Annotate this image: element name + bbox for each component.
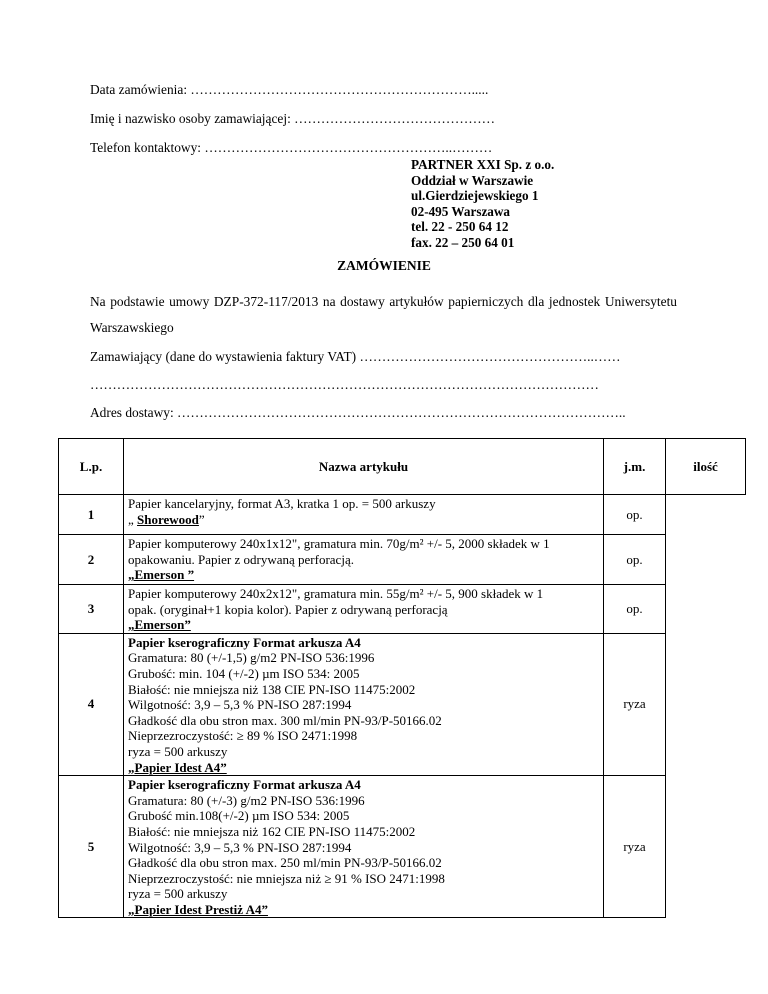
header-qty: ilość	[666, 439, 746, 495]
table-header-row	[59, 439, 746, 495]
unit: ryza	[604, 633, 666, 775]
quantity-cell[interactable]	[666, 633, 746, 775]
item-line: Papier kancelaryjny, format A3, kratka 1 op. = 500 arkuszy	[128, 496, 436, 511]
brand-name: Shorewood	[137, 511, 199, 527]
item-line: opak. (oryginał+1 kopia kolor). Papier z odrywaną perforacją	[128, 601, 448, 617]
item-line: Grubość: min. 104 (+/-2) µm ISO 534: 2005	[128, 665, 360, 681]
company-name: PARTNER XXI Sp. z o.o.	[411, 157, 555, 172]
unit: ryza	[604, 776, 666, 918]
company-branch: Oddział w Warszawie	[411, 172, 534, 188]
item-brand: „Papier Idest Prestiż A4”	[128, 901, 268, 917]
item-line: opakowaniu. Papier z odrywaną perforacją.	[128, 551, 354, 567]
item-line: Papier komputerowy 240x1x12", gramatura min. 70g/m² +/- 5, 2000 składek w 1	[128, 536, 550, 551]
table-row	[59, 633, 746, 775]
item-line: Nieprzezroczystość: ≥ 89 % ISO 2471:1998	[128, 728, 358, 744]
unit: op.	[604, 585, 666, 634]
item-line: Gładkość dla obu stron max. 250 ml/min PN-93/P-50166.02	[128, 855, 442, 871]
company-fax: fax. 22 – 250 64 01	[411, 234, 515, 250]
company-street: ul.Gierdziejewskiego 1	[411, 188, 539, 204]
order-date-field: Data zamówienia: ……………………………………………………….....	[90, 82, 489, 97]
item-brand: „Emerson ”	[128, 567, 195, 583]
header-name: Nazwa artykułu	[124, 439, 604, 495]
item-line: Białość: nie mniejsza niż 138 CIE PN-ISO 11475:2002	[128, 681, 416, 697]
item-line: Gładkość dla obu stron max. 300 ml/min PN-93/P-50166.02	[128, 712, 442, 728]
table-row	[59, 495, 746, 535]
item-line: Papier komputerowy 240x2x12", gramatura min. 55g/m² +/- 5, 900 składek w 1	[128, 586, 544, 601]
row-number: 3	[59, 585, 124, 634]
quantity-cell[interactable]	[666, 585, 746, 634]
delivery-address-field: Adres dostawy: ………………………………………………………………………………………..	[90, 405, 626, 420]
quantity-cell[interactable]	[666, 495, 746, 535]
item-heading: Papier kserograficzny Format arkusza A4	[128, 634, 361, 650]
item-line: Wilgotność: 3,9 – 5,3 % PN-ISO 287:1994	[128, 697, 352, 713]
item-heading: Papier kserograficzny Format arkusza A4	[128, 777, 361, 793]
unit: op.	[604, 495, 666, 535]
row-number: 1	[59, 495, 124, 535]
table-row	[59, 585, 746, 634]
unit: op.	[604, 535, 666, 585]
row-number: 5	[59, 776, 124, 918]
header-jm: j.m.	[604, 439, 666, 495]
header-lp: L.p.	[59, 439, 124, 495]
quantity-cell[interactable]	[666, 776, 746, 918]
row-number: 2	[59, 535, 124, 585]
item-line: Gramatura: 80 (+/-1,5) g/m2 PN-ISO 536:1996	[128, 650, 375, 666]
brand-quote-close: ”	[198, 511, 205, 527]
quantity-cell[interactable]	[666, 535, 746, 585]
item-line: Nieprzezroczystość: nie mniejsza niż ≥ 91 % ISO 2471:1998	[128, 870, 445, 886]
item-line: Wilgotność: 3,9 – 5,3 % PN-ISO 287:1994	[128, 839, 352, 855]
company-city: 02-495 Warszawa	[411, 203, 511, 219]
invoice-data-continuation: ……………………………………………………………………………………………………	[90, 377, 599, 392]
item-brand	[128, 512, 599, 528]
item-name	[124, 633, 604, 775]
phone-field: Telefon kontaktowy: ………………………………………………..………	[90, 140, 493, 155]
orderer-name-field: Imię i nazwisko osoby zamawiającej: ………………………………………	[90, 111, 495, 126]
item-name	[124, 535, 604, 585]
intro-paragraph: Na podstawie umowy DZP-372-117/2013 na dostawy artykułów papierniczych dla jednostek Uniwersytetu Warszawskiego	[90, 294, 677, 335]
item-brand: „Emerson”	[128, 617, 191, 633]
table-row	[59, 776, 746, 918]
document-title: ZAMÓWIENIE	[337, 258, 431, 273]
item-brand: „Papier Idest A4”	[128, 759, 227, 775]
item-name	[124, 495, 604, 535]
row-number: 4	[59, 633, 124, 775]
table-row	[59, 535, 746, 585]
item-name	[124, 585, 604, 634]
supplier-address	[411, 157, 554, 251]
item-line: Grubość min.108(+/-2) µm ISO 534: 2005	[128, 808, 350, 824]
brand-quote-open: „	[128, 511, 138, 527]
item-line: Gramatura: 80 (+/-3) g/m2 PN-ISO 536:1996	[128, 792, 365, 808]
item-name	[124, 776, 604, 918]
order-table	[58, 438, 746, 918]
item-line: Białość: nie mniejsza niż 162 CIE PN-ISO 11475:2002	[128, 823, 416, 839]
company-tel: tel. 22 - 250 64 12	[411, 219, 509, 235]
item-line: ryza = 500 arkuszy	[128, 743, 228, 759]
invoice-data-field: Zamawiający (dane do wystawienia faktury VAT) ……………………………………………..……	[90, 349, 621, 364]
item-line: ryza = 500 arkuszy	[128, 886, 228, 902]
